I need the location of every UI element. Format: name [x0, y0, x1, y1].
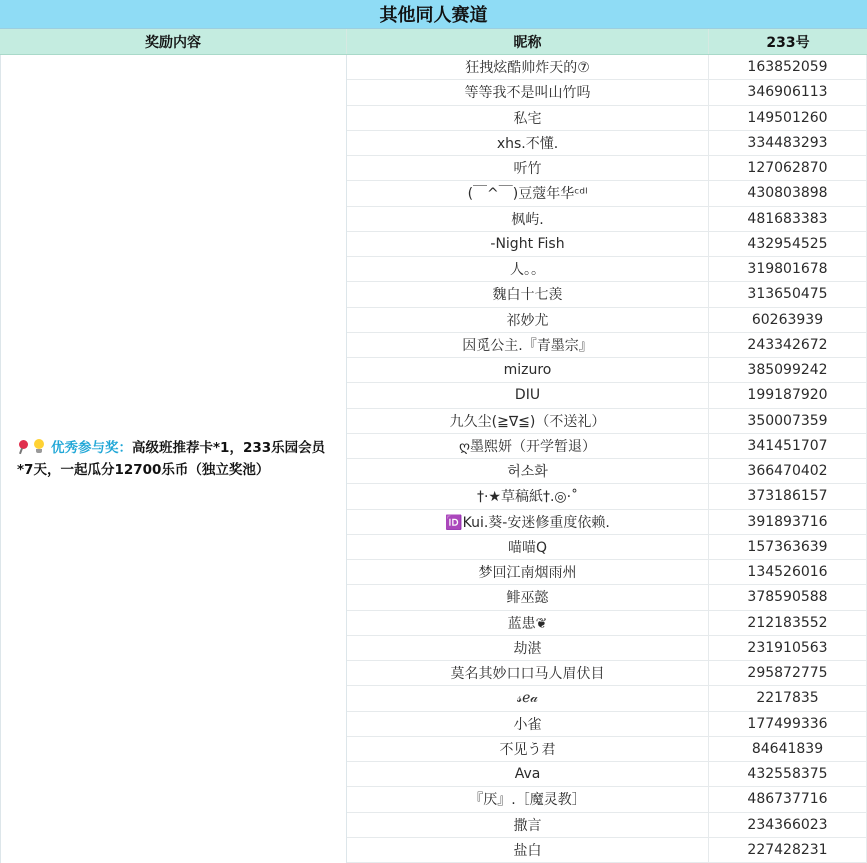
reward-text: 高级班推荐卡*1，233乐园会员*7天，一起瓜分12700乐币（独立奖池） [17, 440, 326, 478]
pushpin-icon [17, 440, 29, 454]
id-cell: 334483293 [709, 131, 867, 155]
table-row [347, 585, 867, 610]
nickname-cell: 喵喵Q [347, 535, 709, 559]
table-row [347, 560, 867, 585]
nickname-cell: †·★草稿紙†.◎·˚ [347, 484, 709, 508]
id-cell: 350007359 [709, 409, 867, 433]
id-cell: 391893716 [709, 510, 867, 534]
nickname-cell: -Night Fish [347, 232, 709, 256]
nickname-cell: 蓝患❦ [347, 611, 709, 635]
id-cell: 313650475 [709, 282, 867, 306]
id-cell: 177499336 [709, 712, 867, 736]
id-cell: 319801678 [709, 257, 867, 281]
id-cell: 84641839 [709, 737, 867, 761]
id-cell: 385099242 [709, 358, 867, 382]
nickname-cell: 허소화 [347, 459, 709, 483]
nickname-cell: 人。。 [347, 257, 709, 281]
table-row [347, 181, 867, 206]
table-row [347, 838, 867, 863]
nickname-cell: 九久尘(≧∇≦)（不送礼） [347, 409, 709, 433]
table-row [347, 308, 867, 333]
table-row [347, 156, 867, 181]
id-cell: 378590588 [709, 585, 867, 609]
table-row [347, 434, 867, 459]
nickname-cell: mizuro [347, 358, 709, 382]
nickname-cell: 等等我不是叫山竹吗 [347, 80, 709, 104]
id-cell: 432954525 [709, 232, 867, 256]
table-row [347, 282, 867, 307]
nickname-cell: 𝓈ℯ𝒶 [347, 686, 709, 710]
table-row [347, 459, 867, 484]
nickname-cell: 盐白 [347, 838, 709, 862]
nickname-cell: 狂拽炫酷帅炸天的⑦ [347, 55, 709, 79]
nickname-cell: ღ墨熙妍（开学暂退） [347, 434, 709, 458]
nickname-cell: 🆔Kui.葵-安迷修重度依赖. [347, 510, 709, 534]
table-row [347, 232, 867, 257]
winner-list [347, 55, 867, 863]
id-cell: 341451707 [709, 434, 867, 458]
table-row [347, 358, 867, 383]
id-cell: 373186157 [709, 484, 867, 508]
table-row [347, 737, 867, 762]
table-row [347, 257, 867, 282]
id-cell: 127062870 [709, 156, 867, 180]
id-cell: 149501260 [709, 106, 867, 130]
id-cell: 231910563 [709, 636, 867, 660]
nickname-cell: 小雀 [347, 712, 709, 736]
nickname-cell: Ava [347, 762, 709, 786]
sheet-title: 其他同人赛道 [0, 0, 867, 29]
table-row [347, 409, 867, 434]
id-cell: 481683383 [709, 207, 867, 231]
table-row [347, 661, 867, 686]
nickname-cell: 不见う君 [347, 737, 709, 761]
table-row [347, 207, 867, 232]
id-cell: 60263939 [709, 308, 867, 332]
id-cell: 163852059 [709, 55, 867, 79]
id-cell: 346906113 [709, 80, 867, 104]
nickname-cell: DIU [347, 383, 709, 407]
nickname-cell: 梦回江南烟雨州 [347, 560, 709, 584]
table-row [347, 712, 867, 737]
id-cell: 243342672 [709, 333, 867, 357]
table-row [347, 80, 867, 105]
nickname-cell: 撒言 [347, 813, 709, 837]
table-row [347, 787, 867, 812]
table-row [347, 383, 867, 408]
id-cell: 2217835 [709, 686, 867, 710]
column-header-id: 233号 [766, 34, 810, 51]
table-row [347, 131, 867, 156]
nickname-cell: 私宅 [347, 106, 709, 130]
table-row [347, 686, 867, 711]
reward-cell [0, 55, 347, 863]
table-row [347, 510, 867, 535]
header-row [0, 29, 867, 55]
id-cell: 430803898 [709, 181, 867, 205]
nickname-cell: 祁妙尤 [347, 308, 709, 332]
id-cell: 432558375 [709, 762, 867, 786]
table-row [347, 535, 867, 560]
nickname-cell: 因觅公主.『青墨宗』 [347, 333, 709, 357]
nickname-cell: (￣^￣)豆蔻年华ᶜᵈˡ [347, 181, 709, 205]
reward-label: 优秀参与奖： [51, 440, 132, 456]
nickname-cell: 莫名其妙口口马人眉伏目 [347, 661, 709, 685]
id-cell: 157363639 [709, 535, 867, 559]
table-row [347, 636, 867, 661]
table-row [347, 484, 867, 509]
nickname-cell: 魏白十七羡 [347, 282, 709, 306]
nickname-cell: xhs.不懂. [347, 131, 709, 155]
nickname-cell: 『厌』.［魔灵教］ [347, 787, 709, 811]
lightbulb-icon [33, 439, 45, 454]
table-row [347, 55, 867, 80]
id-cell: 234366023 [709, 813, 867, 837]
nickname-cell: 劫湛 [347, 636, 709, 660]
id-cell: 486737716 [709, 787, 867, 811]
table-row [347, 333, 867, 358]
table-row [347, 106, 867, 131]
table-row [347, 611, 867, 636]
id-cell: 212183552 [709, 611, 867, 635]
id-cell: 227428231 [709, 838, 867, 862]
id-cell: 366470402 [709, 459, 867, 483]
nickname-cell: 听竹 [347, 156, 709, 180]
reward-description [17, 437, 332, 481]
table-row [347, 762, 867, 787]
id-cell: 199187920 [709, 383, 867, 407]
column-header-reward: 奖励内容 [0, 29, 347, 54]
id-cell: 295872775 [709, 661, 867, 685]
table-row [347, 813, 867, 838]
nickname-cell: 鲱巫懿 [347, 585, 709, 609]
nickname-cell: 枫屿. [347, 207, 709, 231]
id-cell: 134526016 [709, 560, 867, 584]
column-header-nickname: 昵称 [347, 29, 709, 54]
